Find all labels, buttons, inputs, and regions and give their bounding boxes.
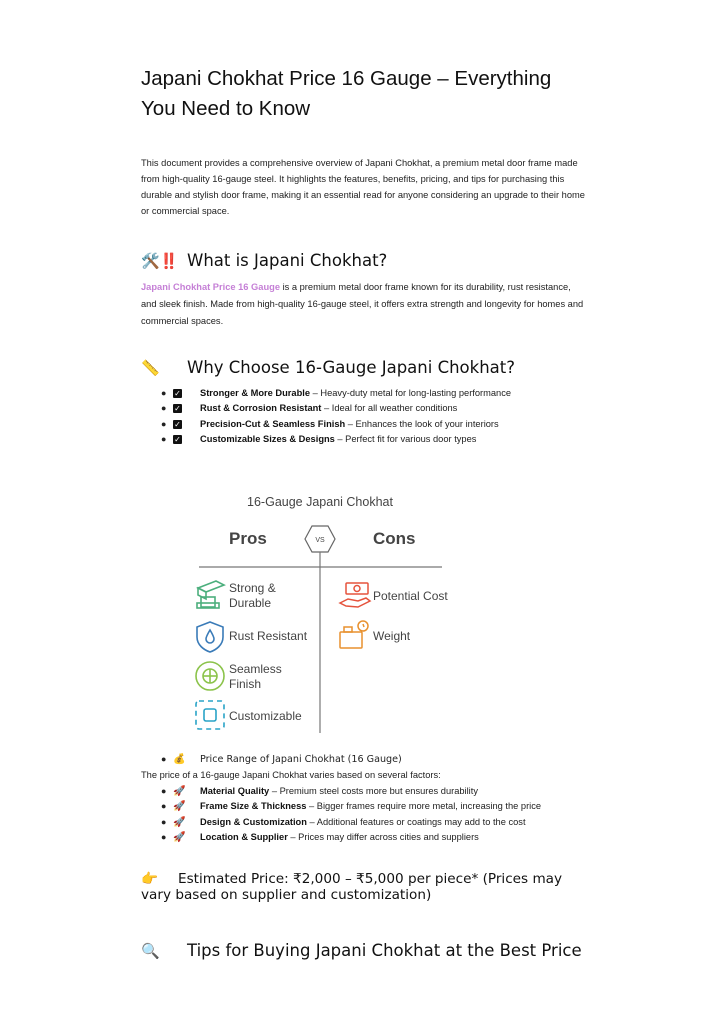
section-heading-why [141,358,591,377]
water-drop-shield-icon [197,622,223,652]
check-icon: ✓ [174,388,181,398]
list-item: ● ✓ Customizable Sizes & Designs – Perfect fit for various door types [161,434,477,445]
rocket-icon: 🚀 [173,801,186,813]
price-heading-list [141,752,591,767]
pros-item-durable: Durable [229,596,272,610]
list-item: ● ✓ Stronger & More Durable – Heavy-duty metal for long-lasting performance [161,388,512,398]
customize-icon [196,701,224,729]
section-heading-tips [141,942,591,960]
rocket-icon: 🚀 [173,832,186,844]
list-item: ● 🚀 Design & Customization – Additional features or coatings may add to the cost [141,815,591,830]
price-lead: The price of a 16-gauge Japani Chokhat varies based on several factors: [141,770,441,780]
pros-item-seamless: Seamless [229,662,282,676]
check-icon: ✓ [174,419,181,429]
vs-icon [305,526,335,552]
check-icon: ✓ [174,435,181,445]
section-heading-what [141,251,591,270]
cons-item-cost: Potential Cost [373,589,448,603]
pros-label: Pros [229,529,267,548]
diagram-title: 16-Gauge Japani Chokhat [247,495,393,509]
list-item: ● ✓ Rust & Corrosion Resistant – Ideal for all weather conditions [161,403,458,414]
estimate-text: Estimated Price: ₹2,000 – ₹5,000 per piece* (Prices may vary based on supplier and customization) [141,871,563,903]
what-body: is a premium metal door frame known for its durability, rust resistance, and sleek finish. Made from high-quality 16-gauge steel, it offers extra strength and longevity for homes and commercial spaces. [141,282,584,326]
list-item: ● ✓ Precision-Cut & Seamless Finish – Enhances the look of your interiors [161,418,499,429]
page-title: Japani Chokhat Price 16 Gauge – Everything You Need to Know [141,67,552,120]
list-item: ● 🚀 Frame Size & Thickness – Bigger frames require more metal, increasing the price [141,799,591,814]
seamless-finish-icon [196,662,224,690]
pros-item-strong: Strong & [229,581,276,595]
what-paragraph [141,279,586,330]
weight-scale-icon [340,621,368,648]
ruler-icon: 📏 [141,359,160,377]
check-icon: ✓ [174,404,181,414]
price-factors-list [141,784,591,846]
tools-icon: 🛠️‼️ [141,252,179,270]
money-hand-icon [340,583,370,607]
list-item: ● 🚀 Material Quality – Premium steel costs more but ensures durability [141,784,591,799]
intro-paragraph: This document provides a comprehensive overview of Japani Chokhat, a premium metal door frame made from high-quality 16-gauge steel. It highlights the features, benefits, pricing, and tips for purchasing this durable and stylish door frame, making it an essential read for anyone considering an upgrade to their home or commercial space. [141,158,585,216]
money-bag-icon: 💰 [173,754,186,765]
svg-text:VS: VS [315,537,325,544]
tips-heading-text: Tips for Buying Japani Chokhat at the Best Price [187,941,582,960]
pros-cons-diagram [180,485,480,740]
why-list [141,386,591,448]
pros-item-finish: Finish [229,677,262,691]
what-heading-text: What is Japani Chokhat? [187,251,388,270]
steel-beam-icon [197,581,224,608]
list-item: ● 🚀 Location & Supplier – Prices may differ across cities and suppliers [141,830,591,845]
pros-item-customizable: Customizable [229,709,302,723]
estimated-price [141,871,591,903]
cons-label: Cons [373,529,416,548]
rocket-icon: 🚀 [173,786,186,797]
list-item: ● 💰 Price Range of Japani Chokhat (16 Gauge) [141,752,591,767]
highlight-link[interactable]: Japani Chokhat Price 16 Gauge [141,282,280,292]
pros-item-rust: Rust Resistant [229,629,308,643]
pointing-hand-icon: 👉 [141,871,158,887]
why-heading-text: Why Choose 16-Gauge Japani Chokhat? [187,358,515,377]
price-heading: Price Range of Japani Chokhat (16 Gauge) [200,754,402,765]
rocket-icon: 🚀 [173,816,186,828]
cons-item-weight: Weight [373,629,411,643]
magnifier-icon: 🔍 [141,942,160,960]
